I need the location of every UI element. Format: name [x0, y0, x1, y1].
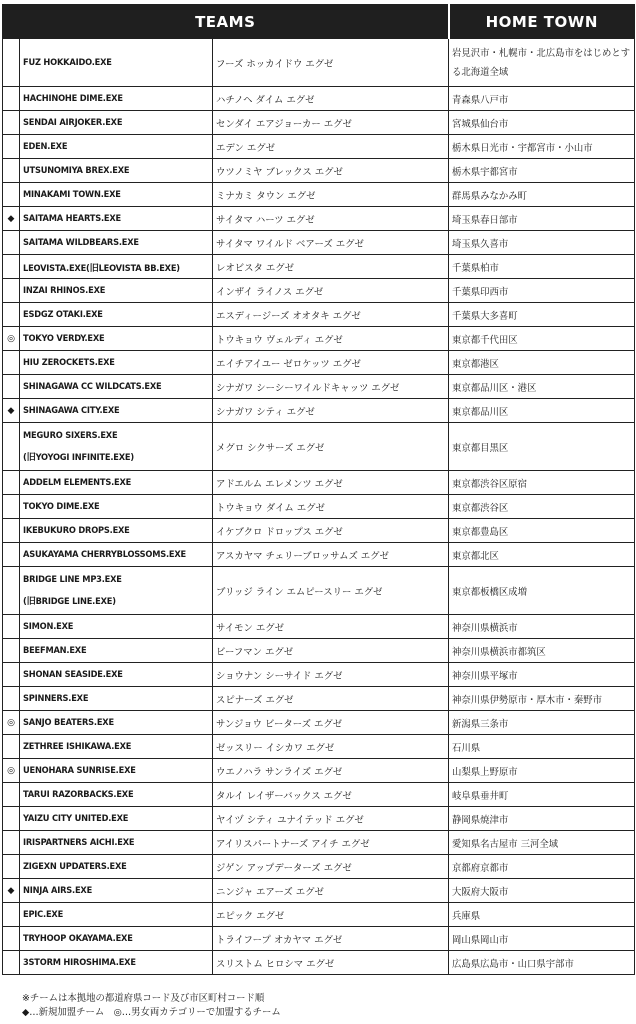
team-kana: エピック エグゼ — [213, 903, 449, 927]
team-name: TOKYO DIME.EXE — [20, 495, 213, 519]
team-mark — [3, 135, 20, 159]
team-kana: エイチアイユー ゼロケッツ エグゼ — [213, 351, 449, 375]
team-kana: メグロ シクサーズ エグゼ — [213, 423, 449, 471]
team-name: TOKYO VERDY.EXE — [20, 327, 213, 351]
team-mark: ◎ — [3, 327, 20, 351]
team-kana: レオビスタ エグゼ — [213, 255, 449, 279]
table-row — [3, 927, 635, 951]
team-kana: シナガワ シティ エグゼ — [213, 399, 449, 423]
team-kana: ジゲン アップデーターズ エグゼ — [213, 855, 449, 879]
table-row — [3, 951, 635, 975]
team-name: UTSUNOMIYA BREX.EXE — [20, 159, 213, 183]
team-home-town: 東京都渋谷区原宿 — [449, 471, 635, 495]
team-home-town: 神奈川県平塚市 — [449, 663, 635, 687]
team-kana: シナガワ シーシーワイルドキャッツ エグゼ — [213, 375, 449, 399]
team-home-town: 山梨県上野原市 — [449, 759, 635, 783]
team-name: SPINNERS.EXE — [20, 687, 213, 711]
team-kana: サイタマ ワイルド ベアーズ エグゼ — [213, 231, 449, 255]
table-row — [3, 159, 635, 183]
table-row — [3, 663, 635, 687]
team-name: SAITAMA HEARTS.EXE — [20, 207, 213, 231]
team-kana: アイリスパートナーズ アイチ エグゼ — [213, 831, 449, 855]
table-row — [3, 543, 635, 567]
team-kana: ブリッジ ライン エムピースリー エグゼ — [213, 567, 449, 615]
team-home-town: 群馬県みなかみ町 — [449, 183, 635, 207]
team-home-town: 愛知県名古屋市 三河全域 — [449, 831, 635, 855]
table-row — [3, 831, 635, 855]
team-mark — [3, 735, 20, 759]
table-row — [3, 375, 635, 399]
team-name: 3STORM HIROSHIMA.EXE — [20, 951, 213, 975]
table-row — [3, 567, 635, 615]
team-mark: ◎ — [3, 711, 20, 735]
team-mark — [3, 87, 20, 111]
team-mark: ◆ — [3, 399, 20, 423]
team-name: TARUI RAZORBACKS.EXE — [20, 783, 213, 807]
table-row — [3, 39, 635, 87]
team-home-town: 東京都港区 — [449, 351, 635, 375]
team-name: NINJA AIRS.EXE — [20, 879, 213, 903]
team-kana: イケブクロ ドロップス エグゼ — [213, 519, 449, 543]
table-row — [3, 231, 635, 255]
team-home-town: 静岡県焼津市 — [449, 807, 635, 831]
team-mark — [3, 183, 20, 207]
team-name: HIU ZEROCKETS.EXE — [20, 351, 213, 375]
teams-table-body — [3, 39, 635, 975]
team-name: INZAI RHINOS.EXE — [20, 279, 213, 303]
team-home-town: 神奈川県横浜市都筑区 — [449, 639, 635, 663]
table-row — [3, 759, 635, 783]
home-town-header: HOME TOWN — [449, 5, 635, 39]
team-mark: ◆ — [3, 207, 20, 231]
teams-header: TEAMS — [3, 5, 449, 39]
team-mark — [3, 567, 20, 615]
team-name: SANJO BEATERS.EXE — [20, 711, 213, 735]
team-kana: エデン エグゼ — [213, 135, 449, 159]
table-row — [3, 135, 635, 159]
team-mark — [3, 543, 20, 567]
team-home-town: 東京都目黒区 — [449, 423, 635, 471]
team-kana: フーズ ホッカイドウ エグゼ — [213, 39, 449, 87]
team-home-town-text: 岩見沢市・札幌市・北広島市をはじめとする北海道全域 — [452, 47, 631, 78]
team-kana: スピナーズ エグゼ — [213, 687, 449, 711]
team-mark — [3, 111, 20, 135]
team-name: ASUKAYAMA CHERRYBLOSSOMS.EXE — [20, 543, 213, 567]
team-home-town: 大阪府大阪市 — [449, 879, 635, 903]
team-home-town: 東京都品川区・港区 — [449, 375, 635, 399]
team-kana: ウツノミヤ ブレックス エグゼ — [213, 159, 449, 183]
table-row — [3, 111, 635, 135]
team-name: SHONAN SEASIDE.EXE — [20, 663, 213, 687]
table-row — [3, 471, 635, 495]
team-name: SHINAGAWA CITY.EXE — [20, 399, 213, 423]
team-mark — [3, 351, 20, 375]
team-kana: ウエノハラ サンライズ エグゼ — [213, 759, 449, 783]
table-row — [3, 639, 635, 663]
footnotes — [22, 992, 281, 1020]
team-kana: トウキョウ ヴェルディ エグゼ — [213, 327, 449, 351]
team-home-town: 東京都板橋区成増 — [449, 567, 635, 615]
team-mark — [3, 519, 20, 543]
team-mark — [3, 951, 20, 975]
table-row — [3, 519, 635, 543]
team-home-town: 岐阜県垂井町 — [449, 783, 635, 807]
team-mark — [3, 495, 20, 519]
team-kana: アドエルム エレメンツ エグゼ — [213, 471, 449, 495]
team-kana: ゼッスリー イシカワ エグゼ — [213, 735, 449, 759]
team-home-town: 岡山県岡山市 — [449, 927, 635, 951]
team-mark — [3, 855, 20, 879]
team-mark — [3, 255, 20, 279]
team-name-line: BRIDGE LINE MP3.EXE — [23, 573, 122, 585]
table-row — [3, 207, 635, 231]
table-row — [3, 735, 635, 759]
table-row — [3, 783, 635, 807]
team-home-town: 兵庫県 — [449, 903, 635, 927]
table-row — [3, 615, 635, 639]
table-row — [3, 255, 635, 279]
team-mark — [3, 375, 20, 399]
team-name: ZIGEXN UPDATERS.EXE — [20, 855, 213, 879]
team-home-town: 東京都品川区 — [449, 399, 635, 423]
team-former-name: (旧BRIDGE LINE.EXE) — [23, 595, 116, 607]
team-mark — [3, 903, 20, 927]
team-home-town: 千葉県柏市 — [449, 255, 635, 279]
team-name: MINAKAMI TOWN.EXE — [20, 183, 213, 207]
team-home-town: 石川県 — [449, 735, 635, 759]
team-mark — [3, 831, 20, 855]
table-row — [3, 687, 635, 711]
team-kana: ショウナン シーサイド エグゼ — [213, 663, 449, 687]
team-mark — [3, 231, 20, 255]
team-mark — [3, 423, 20, 471]
team-former-name: (旧YOYOGI INFINITE.EXE) — [23, 451, 134, 463]
team-mark: ◆ — [3, 879, 20, 903]
team-home-town: 京都府京都市 — [449, 855, 635, 879]
team-home-town: 千葉県印西市 — [449, 279, 635, 303]
team-kana: センダイ エアジョーカー エグゼ — [213, 111, 449, 135]
table-row — [3, 351, 635, 375]
team-mark — [3, 615, 20, 639]
team-name: BEEFMAN.EXE — [20, 639, 213, 663]
team-name: EPIC.EXE — [20, 903, 213, 927]
team-mark — [3, 39, 20, 87]
team-home-town: 神奈川県横浜市 — [449, 615, 635, 639]
team-mark: ◎ — [3, 759, 20, 783]
team-name: LEOVISTA.EXE(旧LEOVISTA BB.EXE) — [20, 255, 213, 279]
team-name: ADDELM ELEMENTS.EXE — [20, 471, 213, 495]
table-row — [3, 327, 635, 351]
team-mark — [3, 639, 20, 663]
teams-table — [2, 4, 635, 975]
team-home-town: 埼玉県久喜市 — [449, 231, 635, 255]
team-home-town: 広島県広島市・山口県宇部市 — [449, 951, 635, 975]
team-home-town: 栃木県日光市・宇都宮市・小山市 — [449, 135, 635, 159]
table-row — [3, 87, 635, 111]
team-home-town: 埼玉県春日部市 — [449, 207, 635, 231]
team-kana: トウキョウ ダイム エグゼ — [213, 495, 449, 519]
team-kana: サンジョウ ビーターズ エグゼ — [213, 711, 449, 735]
team-name: SAITAMA WILDBEARS.EXE — [20, 231, 213, 255]
team-kana: ビーフマン エグゼ — [213, 639, 449, 663]
team-mark — [3, 807, 20, 831]
table-row — [3, 495, 635, 519]
team-name: HACHINOHE DIME.EXE — [20, 87, 213, 111]
team-name: IRISPARTNERS AICHI.EXE — [20, 831, 213, 855]
team-mark — [3, 303, 20, 327]
team-kana: アスカヤマ チェリーブロッサムズ エグゼ — [213, 543, 449, 567]
team-kana: ニンジャ エアーズ エグゼ — [213, 879, 449, 903]
team-name: TRYHOOP OKAYAMA.EXE — [20, 927, 213, 951]
team-home-town: 東京都千代田区 — [449, 327, 635, 351]
team-name: SIMON.EXE — [20, 615, 213, 639]
table-row — [3, 855, 635, 879]
team-name-line: MEGURO SIXERS.EXE — [23, 429, 118, 441]
team-home-town: 神奈川県伊勢原市・厚木市・秦野市 — [449, 687, 635, 711]
team-mark — [3, 663, 20, 687]
team-name — [20, 567, 213, 615]
team-mark — [3, 159, 20, 183]
team-mark — [3, 279, 20, 303]
note-order: ※チームは本拠地の都道府県コード及び市区町村コード順 — [22, 993, 265, 1004]
team-home-town — [449, 39, 635, 87]
note-legend: ◆…新規加盟チーム ◎…男女両カテゴリーで加盟するチーム — [22, 1007, 281, 1018]
team-home-town: 東京都豊島区 — [449, 519, 635, 543]
table-row — [3, 279, 635, 303]
team-home-town: 東京都渋谷区 — [449, 495, 635, 519]
team-name: YAIZU CITY UNITED.EXE — [20, 807, 213, 831]
table-header-row — [3, 5, 635, 39]
team-kana: ミナカミ タウン エグゼ — [213, 183, 449, 207]
team-name: FUZ HOKKAIDO.EXE — [20, 39, 213, 87]
team-home-town: 宮城県仙台市 — [449, 111, 635, 135]
table-row — [3, 807, 635, 831]
table-row — [3, 399, 635, 423]
team-name: ESDGZ OTAKI.EXE — [20, 303, 213, 327]
table-row — [3, 903, 635, 927]
team-name: SENDAI AIRJOKER.EXE — [20, 111, 213, 135]
table-row — [3, 303, 635, 327]
team-name: SHINAGAWA CC WILDCATS.EXE — [20, 375, 213, 399]
table-row — [3, 879, 635, 903]
team-kana: タルイ レイザーバックス エグゼ — [213, 783, 449, 807]
team-mark — [3, 687, 20, 711]
team-kana: ハチノヘ ダイム エグゼ — [213, 87, 449, 111]
team-kana: トライフープ オカヤマ エグゼ — [213, 927, 449, 951]
team-name: IKEBUKURO DROPS.EXE — [20, 519, 213, 543]
table-row — [3, 183, 635, 207]
team-home-town: 栃木県宇都宮市 — [449, 159, 635, 183]
team-mark — [3, 927, 20, 951]
team-home-town: 東京都北区 — [449, 543, 635, 567]
team-kana: インザイ ライノス エグゼ — [213, 279, 449, 303]
team-name: UENOHARA SUNRISE.EXE — [20, 759, 213, 783]
team-home-town: 新潟県三条市 — [449, 711, 635, 735]
team-name — [20, 423, 213, 471]
team-mark — [3, 783, 20, 807]
team-mark — [3, 471, 20, 495]
team-kana: サイモン エグゼ — [213, 615, 449, 639]
team-kana: ヤイヅ シティ ユナイテッド エグゼ — [213, 807, 449, 831]
team-name: ZETHREE ISHIKAWA.EXE — [20, 735, 213, 759]
team-kana: エスディージーズ オオタキ エグゼ — [213, 303, 449, 327]
table-row — [3, 711, 635, 735]
team-kana: スリストム ヒロシマ エグゼ — [213, 951, 449, 975]
team-name: EDEN.EXE — [20, 135, 213, 159]
team-home-town: 千葉県大多喜町 — [449, 303, 635, 327]
table-row — [3, 423, 635, 471]
team-kana: サイタマ ハーツ エグゼ — [213, 207, 449, 231]
team-home-town: 青森県八戸市 — [449, 87, 635, 111]
